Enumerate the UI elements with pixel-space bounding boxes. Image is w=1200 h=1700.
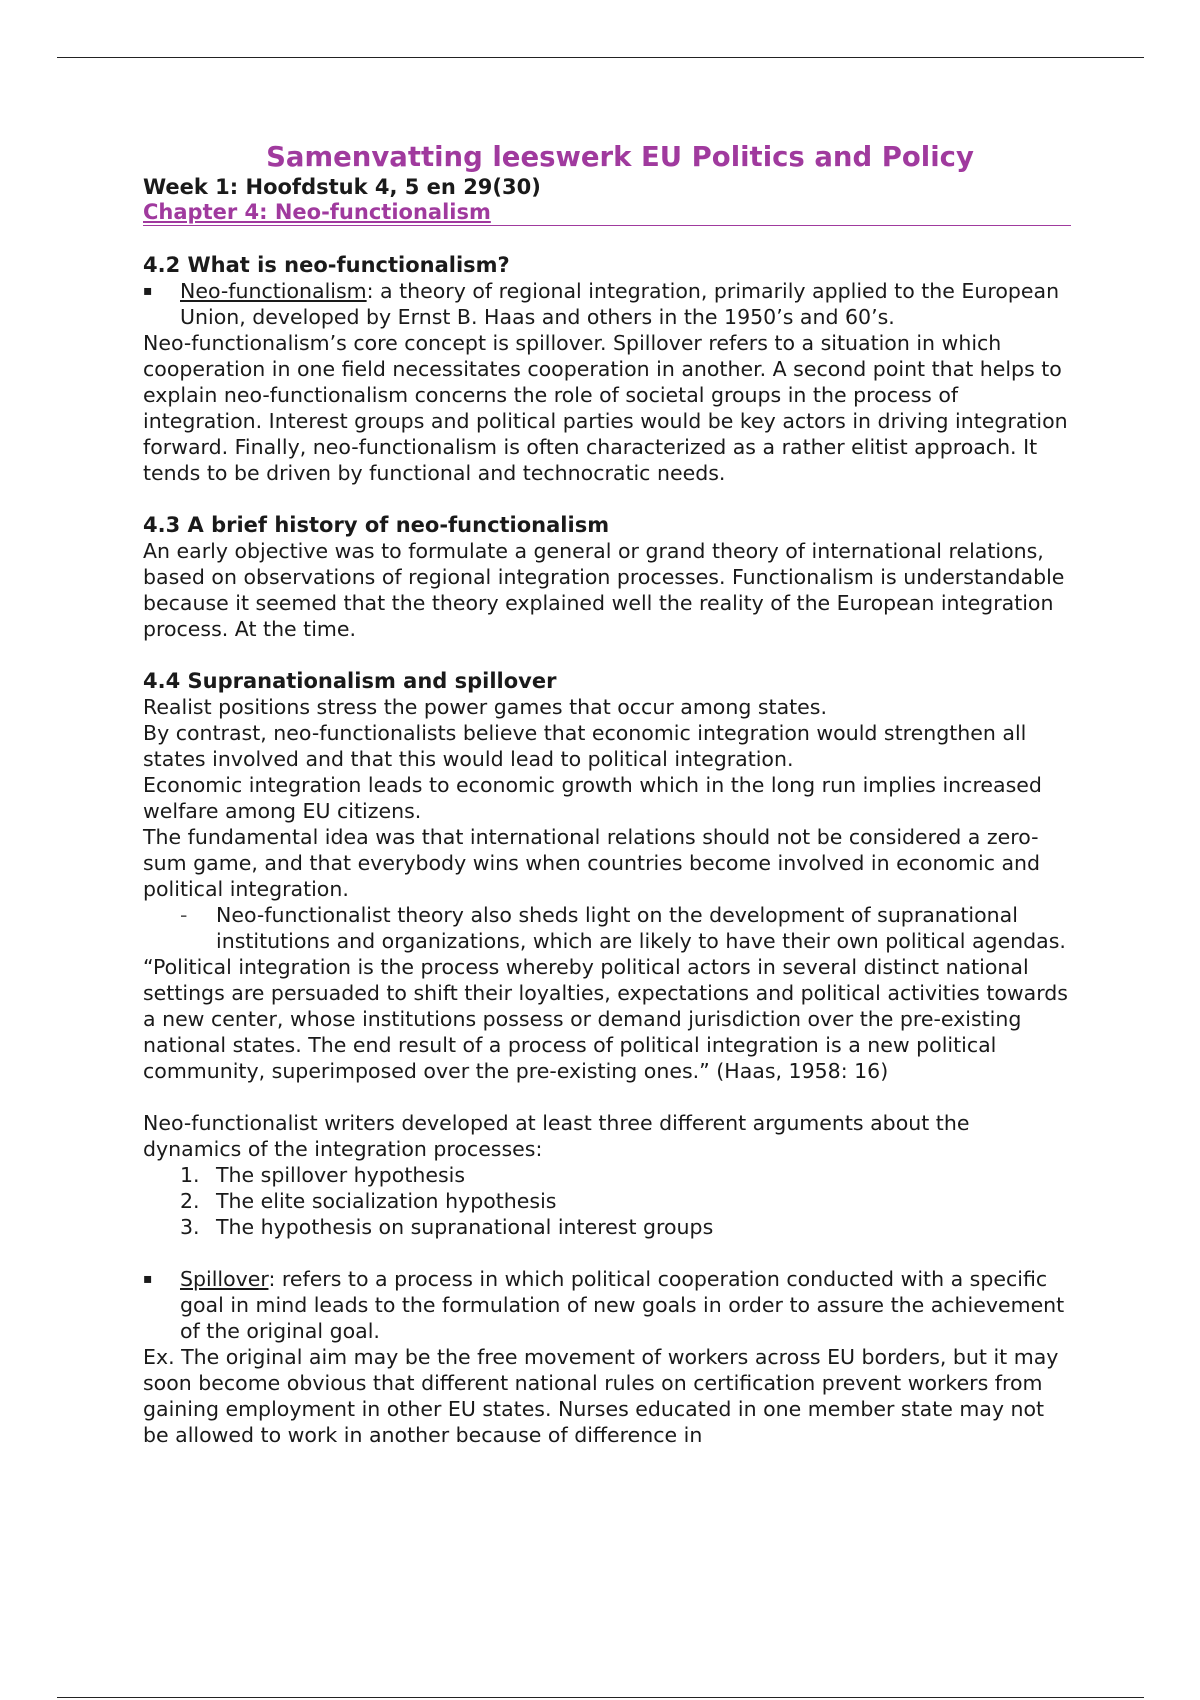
list-item: 1. The spillover hypothesis [180, 1163, 466, 1187]
arguments-list [143, 1162, 1073, 1240]
section-heading-4-3: 4.3 A brief history of neo-functionalism [143, 513, 610, 537]
paragraph: Neo-functionalist writers developed at least three different arguments about the dynamics of the integration processes: [143, 1111, 970, 1161]
list-item: 3. The hypothesis on supranational interest groups [180, 1215, 714, 1239]
document-body [143, 140, 1073, 1448]
bullet-item [143, 278, 1073, 330]
dash-bullet-icon: - [180, 903, 188, 927]
quote-paragraph: “Political integration is the process whereby political actors in several distinct national settings are persuaded to shift their loyalties, expectations and political activities towards a new center, whose institutions possess or demand jurisdiction over the pre-existing national states. The end result of a process of political integration is a new political community, superimposed over the pre-existing ones.” (Haas, 1958: 16) [143, 955, 1068, 1083]
document-title: Samenvatting leeswerk EU Politics and Policy [266, 141, 974, 173]
definition-text: : a theory of regional integration, primarily applied to the European Union, developed by Ernst B. Haas and others in the 1950’s and 60’s. [180, 279, 1060, 329]
list-item: 2. The elite socialization hypothesis [180, 1189, 557, 1213]
dash-item: - Neo-functionalist theory also sheds light on the development of supranational institutions and organizations, which are likely to have their own political agendas. [180, 903, 1066, 953]
paragraph: The fundamental idea was that international relations should not be considered a zero-sum game, and that everybody wins when countries become involved in economic and political integration. [143, 825, 1041, 901]
section-heading-4-4: 4.4 Supranationalism and spillover [143, 669, 557, 693]
term-spillover: Spillover [180, 1267, 269, 1291]
paragraph: By contrast, neo-functionalists believe that economic integration would strengthen all states involved and that this would lead to political integration. [143, 721, 1027, 771]
term-neo-functionalism: Neo-functionalism [180, 279, 367, 303]
paragraph: An early objective was to formulate a general or grand theory of international relations, based on observations of regional integration processes. Functionalism is understandable because it seemed that the theory explained well the reality of the European integration process. At the time. [143, 539, 1065, 641]
square-bullet-icon: ▪ [143, 283, 153, 299]
bullet-item [143, 1266, 1073, 1344]
definition-text: : refers to a process in which political cooperation conducted with a specific goal in mind leads to the formulation of new goals in order to assure the achievement of the original goal. [180, 1267, 1065, 1343]
paragraph: Economic integration leads to economic growth which in the long run implies increased welfare among EU citizens. [143, 773, 1042, 823]
square-bullet-icon: ▪ [143, 1271, 153, 1287]
chapter-heading-text: Chapter 4: Neo-functionalism [143, 200, 491, 224]
paragraph: Realist positions stress the power games that occur among states. [143, 695, 827, 719]
footer-rule [57, 1697, 1144, 1698]
week-heading: Week 1: Hoofdstuk 4, 5 en 29(30) [143, 175, 541, 199]
chapter-heading [143, 200, 1071, 226]
paragraph: Neo-functionalism’s core concept is spillover. Spillover refers to a situation in which cooperation in one field necessitates cooperation in another. A second point that helps to explain neo-functionalism concerns the role of societal groups in the process of integration. Interest groups and political parties would be key actors in driving integration forward. Finally, neo-functionalism is often characterized as a rather elitist approach. It tends to be driven by functional and technocratic needs. [143, 331, 1068, 485]
header-rule [57, 57, 1144, 58]
section-heading-4-2: 4.2 What is neo-functionalism? [143, 253, 510, 277]
example-paragraph: Ex. The original aim may be the free movement of workers across EU borders, but it may soon become obvious that different national rules on certification prevent workers from gaining employment in other EU states. Nurses educated in one member state may not be allowed to work in another because of difference in [143, 1345, 1059, 1447]
